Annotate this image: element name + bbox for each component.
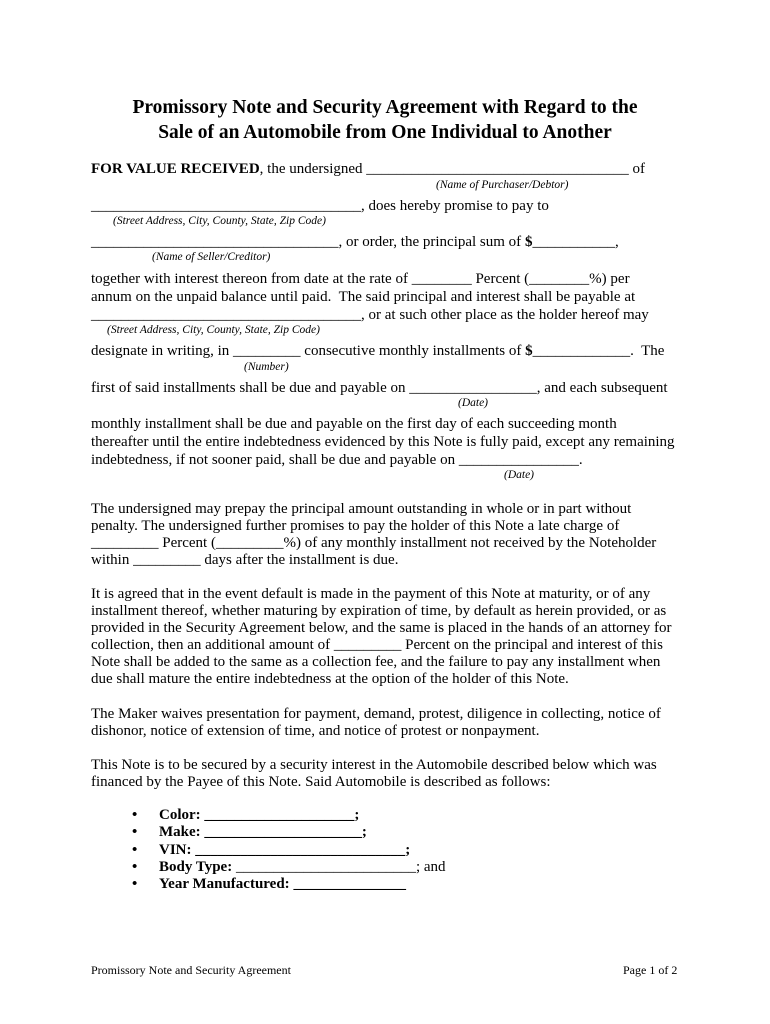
title-line-2: Sale of an Automobile from One Individual to Another	[158, 122, 612, 143]
caption-number: (Number)	[244, 361, 289, 373]
line-thereafter: thereafter until the entire indebtedness evidenced by this Note is fully paid, except any remaining	[91, 434, 675, 450]
line-for-value-received	[91, 160, 645, 178]
default-line-1: It is agreed that in the event default is made in the payment of this Note at maturity, or of any	[91, 586, 651, 602]
bullet-icon: •	[132, 841, 138, 858]
caption-date-2: (Date)	[504, 469, 535, 481]
bullet-blank: ____________________________;	[195, 841, 411, 858]
bullet-icon: •	[132, 858, 138, 875]
caption-address-1: (Street Address, City, County, State, Zip Code)	[113, 215, 326, 227]
bullet-blank: _______________	[293, 876, 406, 893]
list-item	[132, 859, 446, 876]
bullet-icon: •	[132, 824, 138, 841]
waiver-line-2: dishonor, notice of extension of time, and notice of protest or nonpayment.	[91, 723, 540, 739]
caption-date-1: (Date)	[458, 397, 489, 409]
bullet-label: Year Manufactured:	[159, 876, 294, 893]
list-item	[132, 842, 446, 859]
line-principal-sum	[91, 233, 619, 251]
for-value-received-bold: FOR VALUE RECEIVED	[91, 161, 260, 177]
footer-document-name: Promissory Note and Security Agreement	[91, 963, 291, 977]
caption-purchaser: (Name of Purchaser/Debtor)	[436, 179, 569, 191]
bullet-label: VIN:	[159, 841, 196, 858]
security-line-1: This Note is to be secured by a security interest in the Automobile described below which was	[91, 757, 657, 773]
bullet-label: Body Type:	[159, 858, 236, 875]
installment-blank: _____________. The	[532, 343, 665, 359]
line-interest-rate: together with interest thereon from date at the rate of ________ Percent (________%) per	[91, 271, 630, 287]
prepay-line-2: penalty. The undersigned further promises to pay the holder of this Note a late charge of	[91, 518, 620, 534]
list-item	[132, 876, 446, 893]
installments-text: designate in writing, in _________ consecutive monthly installments of	[91, 343, 526, 359]
default-line-2: installment thereof, whether maturing by expiration of time, by default as herein provided, or as	[91, 603, 667, 619]
line-indebtedness: indebtedness, if not sooner paid, shall be due and payable on ________________.	[91, 452, 583, 468]
prepay-line-1: The undersigned may prepay the principal amount outstanding in whole or in part without	[91, 501, 632, 517]
bullet-label: Color:	[159, 807, 205, 823]
prepay-line-4: within _________ days after the installment is due.	[91, 552, 399, 568]
principal-sum-text: _________________________________, or order, the principal sum of	[91, 234, 525, 250]
document-title	[0, 95, 770, 145]
waiver-line-1: The Maker waives presentation for payment, demand, protest, diligence in collecting, notice of	[91, 706, 661, 722]
bullet-icon: •	[132, 807, 138, 823]
caption-address-2: (Street Address, City, County, State, Zip Code)	[107, 324, 320, 336]
dollar-sign: $	[524, 234, 533, 250]
automobile-details-list	[132, 807, 446, 893]
line-monthly-installment: monthly installment shall be due and payable on the first day of each succeeding month	[91, 416, 617, 432]
bullet-blank: _____________________;	[204, 824, 367, 841]
line-promise-to-pay: ____________________________________, does hereby promise to pay to	[91, 198, 549, 214]
bullet-blank: ________________________; and	[235, 858, 446, 875]
line-holder-place: ____________________________________, or at such other place as the holder hereof may	[91, 307, 649, 323]
dollar-sign-2: $	[525, 343, 533, 359]
default-line-6: due shall mature the entire indebtedness at the option of the holder of this Note.	[91, 671, 569, 687]
line-installments	[91, 342, 664, 360]
default-line-5: Note shall be added to the same as a collection fee, and the failure to pay any installment when	[91, 654, 661, 670]
title-line-1: Promissory Note and Security Agreement with Regard to the	[132, 97, 638, 118]
prepay-line-3: _________ Percent (_________%) of any monthly installment not received by the Noteholder	[91, 535, 657, 551]
caption-seller: (Name of Seller/Creditor)	[152, 251, 271, 263]
footer-page-number: Page 1 of 2	[623, 963, 678, 977]
bullet-icon: •	[132, 876, 138, 893]
bullet-blank: ____________________;	[204, 807, 360, 823]
line-first-installment: first of said installments shall be due and payable on _________________, and each subsequent	[91, 380, 668, 396]
bullet-label: Make:	[159, 824, 205, 841]
default-line-3: provided in the Security Agreement below, and the same is placed in the hands of an attorney for	[91, 620, 672, 636]
undersigned-text: , the undersigned ___________________________________ of	[259, 161, 646, 177]
list-item	[132, 807, 446, 824]
security-line-2: financed by the Payee of this Note. Said Automobile is described as follows:	[91, 774, 551, 790]
principal-blank: ___________,	[532, 234, 619, 250]
default-line-4: collection, then an additional amount of _________ Percent on the principal and interest of this	[91, 637, 663, 653]
list-item	[132, 824, 446, 841]
line-payable-at: annum on the unpaid balance until paid. The said principal and interest shall be payable at	[91, 289, 636, 305]
